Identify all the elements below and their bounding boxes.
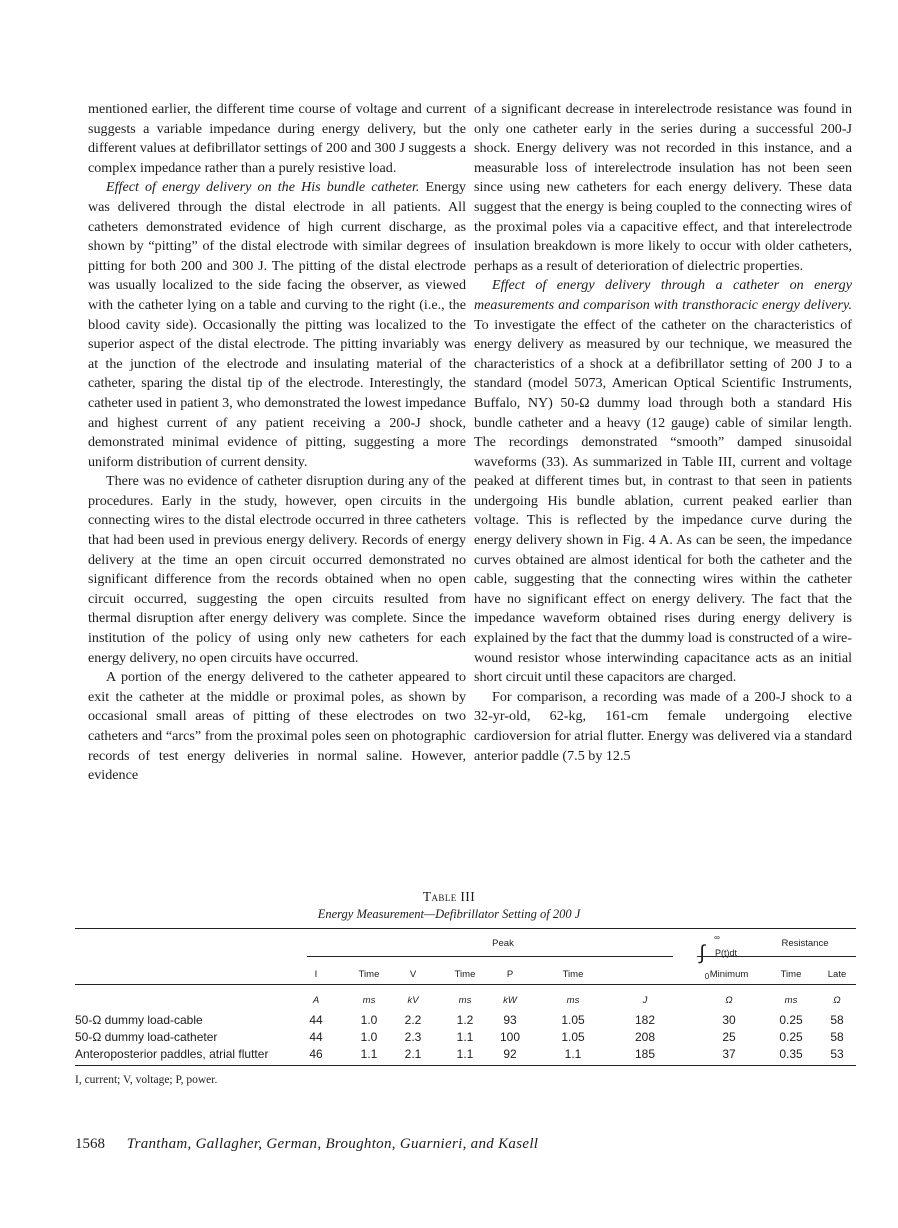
table-cell: 2.1 xyxy=(404,1047,422,1061)
left-column xyxy=(88,100,466,786)
table-cell: 0.35 xyxy=(779,1047,803,1061)
row-label: 50-Ω dummy load-cable xyxy=(75,1013,203,1027)
col-header-late: Late xyxy=(827,969,847,980)
table-cell: 53 xyxy=(830,1047,844,1061)
table-cell: 1.2 xyxy=(456,1013,474,1027)
col-header-minimum: Minimum xyxy=(709,969,749,980)
table-cell: 0.25 xyxy=(779,1013,803,1027)
table-cell: 182 xyxy=(634,1013,656,1027)
paragraph-text: To investigate the effect of the catheter on the characteristics of energy delivery as measured by our technique, we measured the characteristics of a shock at a defibrillator setting of 200 J to a standard (model 5073, American Optical Scientific Instruments, Buffalo, NY) 50-Ω dummy load through both a standard His bundle catheter and a heavy (12 gauge) cable of similar length. The recordings demonstrated “smooth” damped sinusoidal waveforms (33). As summarized in Table III, current and voltage peaked at different times but, in contrast to that seen in patients undergoing His bundle ablation, current peaked earlier than voltage. This is reflected by the impedance curve during the energy delivery shown in Fig. 4 A. As can be seen, the impedance curves obtained are almost identical for both the catheter and the cable, suggesting that the connecting wires within the catheter have no significant effect on energy delivery. The fact that the impedance waveform obtained rises during energy delivery is explained by the fact that the dummy load is constructed of a wire-wound resistor whose interwinding capacitance acts as an initial short circuit until these capacitors are charged. xyxy=(474,316,852,686)
table-cell: 1.0 xyxy=(360,1013,378,1027)
paragraph: For comparison, a recording was made of a 200-J shock to a 32-yr-old, 62-kg, 161-cm female undergoing elective cardioversion for atrial flutter. Energy was delivered via a standard anterior paddle (7.5 by 12.5 xyxy=(474,688,852,764)
paragraph-text: Energy was delivered through the distal electrode in all patients. All catheters demonstrated evidence of high current discharge, as shown by “pitting” of the distal electrode with similar degrees of pitting for both 200 and 300 J. The pitting of the distal electrode was usually localized to the side facing the observer, as viewed with the catheter lying on a table and curving to the right (i.e., the blood cavity side). Occasionally the pitting was localized to the superior aspect of the distal electrode. The pitting invariably was at the junction of the electrode and insulating material of the catheter, sparing the distal tip of the electrode. Interestingly, the catheter used in patient 3, who demonstrated the lowest impedance and highest current of any patient receiving a 200-J shock, demonstrated minimal evidence of pitting, suggesting a more uniform distribution of current density. xyxy=(88,179,466,470)
unit-label: kW xyxy=(503,995,517,1006)
table-cell: 208 xyxy=(634,1030,656,1044)
table-cell: 44 xyxy=(309,1013,323,1027)
col-header-voltage: V xyxy=(409,969,417,980)
row-label: 50-Ω dummy load-catheter xyxy=(75,1030,218,1044)
table-footnote: I, current; V, voltage; P, power. xyxy=(75,1074,218,1086)
running-footer xyxy=(75,1136,538,1153)
header-rule xyxy=(75,984,856,985)
table-top-rule xyxy=(75,928,856,929)
col-header-time: Time xyxy=(358,969,380,980)
table-cell: 58 xyxy=(830,1013,844,1027)
table-cell: 185 xyxy=(634,1047,656,1061)
section-heading: Effect of energy delivery through a catheter on energy measurements and comparison with transthoracic energy delivery. xyxy=(474,277,852,313)
integral-upper-limit: ∞ xyxy=(714,933,720,942)
table-cell: 100 xyxy=(499,1030,521,1044)
col-header-time: Time xyxy=(454,969,476,980)
table-cell: 93 xyxy=(503,1013,517,1027)
paragraph xyxy=(474,276,852,687)
col-header-current: I xyxy=(314,969,318,980)
table-title: Energy Measurement—Defibrillator Setting of 200 J xyxy=(317,907,581,921)
unit-label: ms xyxy=(458,995,472,1006)
table-cell: 58 xyxy=(830,1030,844,1044)
table-cell: 1.05 xyxy=(561,1013,585,1027)
unit-label: Ω xyxy=(833,995,841,1006)
resistance-group-header: Resistance xyxy=(781,938,829,949)
table-cell: 44 xyxy=(309,1030,323,1044)
peak-group-rule xyxy=(307,956,673,957)
table-cell: 46 xyxy=(309,1047,323,1061)
unit-label: A xyxy=(312,995,320,1006)
table-caption xyxy=(0,888,898,922)
unit-label: ms xyxy=(362,995,376,1006)
unit-label: J xyxy=(642,995,648,1006)
integral-expression: P(t)dt xyxy=(714,948,737,958)
paragraph: of a significant decrease in interelectrode resistance was found in only one catheter early in the series during a successful 200-J shock. Energy delivery was not recorded in this instance, and a measurable loss of interelectrode insulation has not been seen since using new catheters for each energy delivery. These data suggest that the energy is being coupled to the connecting wires of the proximal poles via a capacitive effect, and that interelectrode insulation breakdown is more likely to occur with older catheters, perhaps as a result of deterioration of dielectric properties. xyxy=(474,101,852,274)
table-cell: 30 xyxy=(722,1013,736,1027)
table-cell: 92 xyxy=(503,1047,517,1061)
table-cell: 1.1 xyxy=(456,1047,474,1061)
resistance-group-rule xyxy=(697,956,856,957)
section-heading: Effect of energy delivery on the His bundle catheter. xyxy=(106,179,420,196)
unit-label: kV xyxy=(407,995,419,1006)
col-header-time: Time xyxy=(562,969,584,980)
table-cell: 0.25 xyxy=(779,1030,803,1044)
paragraph xyxy=(88,178,466,472)
table-cell: 1.1 xyxy=(564,1047,582,1061)
col-header-time: Time xyxy=(780,969,802,980)
paragraph: mentioned earlier, the different time course of voltage and current suggests a variable impedance during energy delivery, but the different values at defibrillator settings of 200 and 300 J suggests a complex impedance rather than a purely resistive load. xyxy=(88,101,466,176)
peak-group-header: Peak xyxy=(492,938,514,949)
unit-label: ms xyxy=(784,995,798,1006)
row-label: Anteroposterior paddles, atrial flutter xyxy=(75,1047,269,1061)
col-header-power: P xyxy=(506,969,514,980)
unit-label: Ω xyxy=(725,995,733,1006)
table-cell: 1.0 xyxy=(360,1030,378,1044)
table-cell: 1.1 xyxy=(456,1030,474,1044)
integral-sign: ∫ xyxy=(699,942,705,964)
author-list: Trantham, Gallagher, German, Broughton, Guarnieri, and Kasell xyxy=(126,1136,539,1152)
table-number: Table III xyxy=(422,889,476,904)
table-cell: 1.05 xyxy=(561,1030,585,1044)
right-column xyxy=(474,100,852,766)
table-cell: 1.1 xyxy=(360,1047,378,1061)
paragraph: There was no evidence of catheter disruption during any of the procedures. Early in the study, however, open circuits in the connecting wires to the distal electrode occurred in three catheters that had been used in previous energy delivery. Records of energy delivery at the time an open circuit occurred demonstrated no significant difference from the records obtained when no open circuit occurred, suggesting the open circuits resulted from thermal disruption after energy delivery was complete. Since the institution of the policy of using only new catheters for each energy delivery, no open circuits have occurred. xyxy=(88,473,466,666)
table-cell: 2.3 xyxy=(404,1030,422,1044)
table-cell: 37 xyxy=(722,1047,736,1061)
integral-lower-limit: 0 xyxy=(704,972,710,981)
unit-label: ms xyxy=(566,995,580,1006)
paragraph: A portion of the energy delivered to the catheter appeared to exit the catheter at the middle or proximal poles, as shown by occasional small areas of pitting of these electrodes on two catheters and “arcs” from the proximal poles seen on photographic records of test energy deliveries in normal saline. However, evidence xyxy=(88,669,466,784)
table-cell: 2.2 xyxy=(404,1013,422,1027)
page-number: 1568 xyxy=(75,1136,105,1152)
table-bottom-rule xyxy=(75,1065,856,1066)
table-cell: 25 xyxy=(722,1030,736,1044)
